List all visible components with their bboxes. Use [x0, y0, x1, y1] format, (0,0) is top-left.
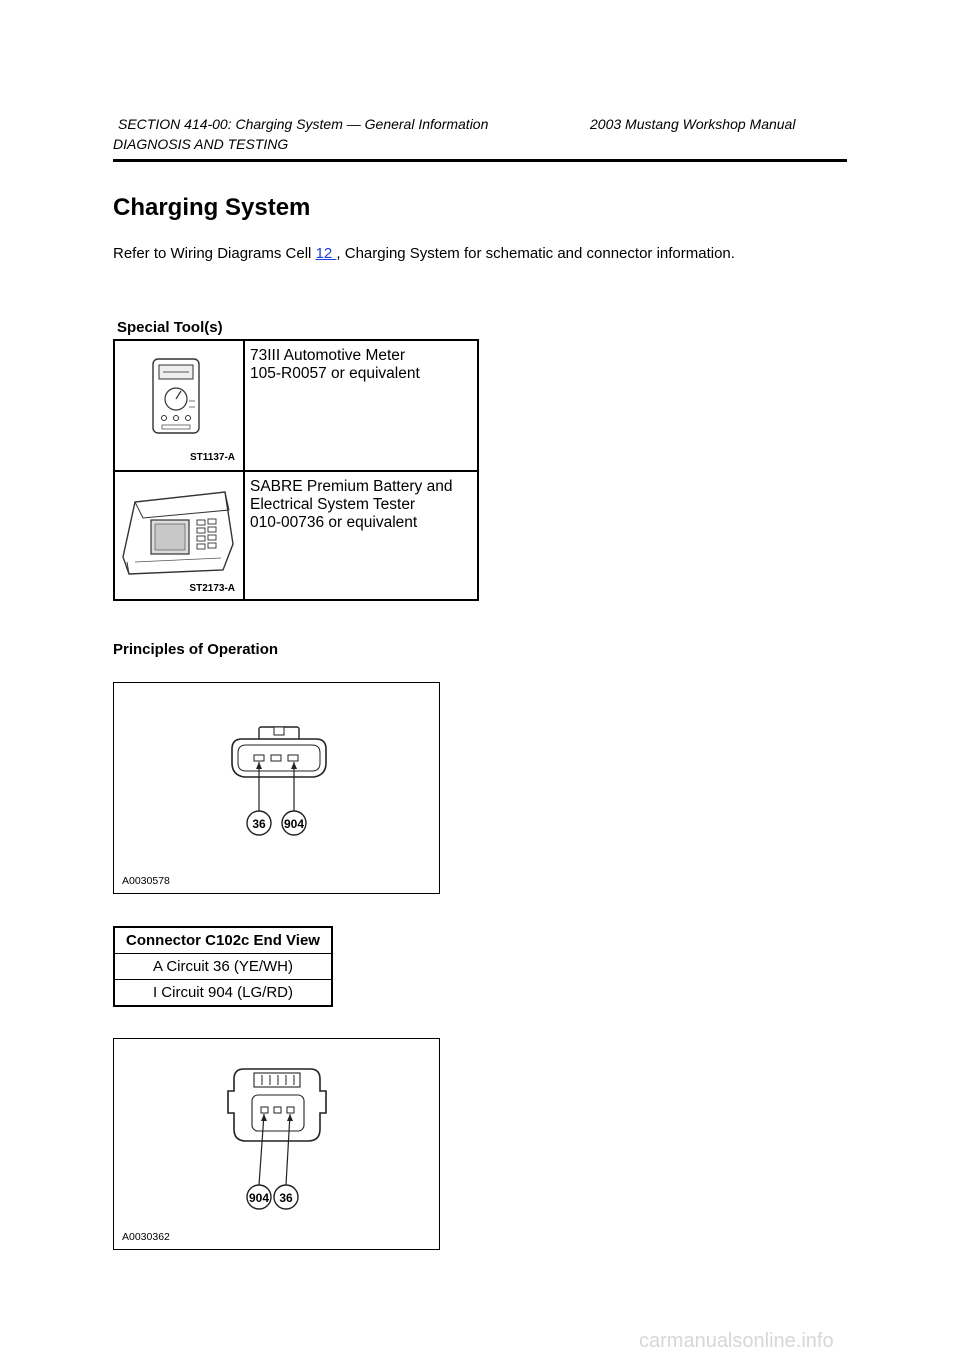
tool-name: SABRE Premium Battery and [250, 478, 453, 495]
callout-label: 36 [252, 817, 266, 831]
tool-part-number: 105-R0057 or equivalent [250, 365, 420, 382]
callout-label: 36 [279, 1191, 293, 1205]
section-title: SECTION 414-00: Charging System — General Information [118, 116, 489, 132]
page-title: Charging System [113, 194, 311, 221]
connector-diagram [114, 683, 439, 893]
tool-image-tester [115, 472, 245, 601]
tool-code-meter: ST1137-A [189, 452, 235, 463]
figure-code: A0030578 [122, 875, 170, 887]
tool-code-tester: ST2173-A [189, 583, 235, 594]
multimeter-icon [115, 341, 241, 470]
tool-row-tester [115, 472, 477, 601]
connector-table-row: I Circuit 904 (LG/RD) [114, 980, 332, 1007]
intro-text-before: Refer to Wiring Diagrams Cell [113, 245, 316, 262]
connector-diagram [114, 1039, 439, 1249]
special-tools-table [113, 339, 479, 601]
wiring-diagram-link[interactable]: 12 [315, 245, 337, 262]
tool-name: 73III Automotive Meter [250, 347, 406, 364]
tool-part-number: 010-00736 or equivalent [250, 514, 418, 531]
battery-tester-icon [115, 472, 241, 601]
connector-table-row: A Circuit 36 (YE/WH) [114, 954, 332, 980]
tool-name-continued: Electrical System Tester [250, 496, 416, 513]
callout-label: 904 [283, 817, 305, 831]
principles-heading: Principles of Operation [113, 641, 279, 658]
special-tools-caption: Special Tool(s) [117, 319, 223, 336]
header-divider [113, 159, 847, 162]
callout-label: 904 [248, 1191, 270, 1205]
subsection-title: DIAGNOSIS AND TESTING [113, 136, 289, 152]
connector-figure-1 [113, 682, 440, 894]
tool-image-meter [115, 341, 245, 470]
connector-figure-2 [113, 1038, 440, 1250]
connector-table [113, 926, 333, 1007]
tool-row-meter [115, 341, 477, 472]
watermark: carmanualsonline.info [639, 1330, 834, 1352]
intro-text-after: , Charging System for schematic and connector information. [336, 245, 735, 262]
figure-code: A0030362 [122, 1231, 170, 1243]
tool-description-tester [250, 478, 470, 532]
tool-description-meter [250, 347, 470, 383]
connector-table-header: Connector C102c End View [114, 927, 332, 954]
intro-paragraph [113, 245, 735, 262]
manual-title: 2003 Mustang Workshop Manual [590, 116, 796, 132]
